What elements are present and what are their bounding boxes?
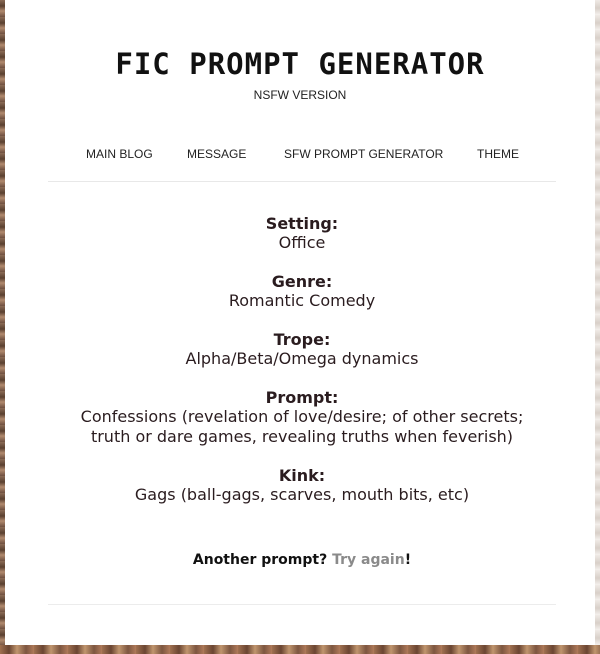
- prompt-value-line-1: Confessions (revelation of love/desire; of other secrets;: [80, 407, 524, 426]
- trope-field: [48, 330, 556, 369]
- retry-suffix: !: [404, 552, 412, 568]
- genre-field: [48, 272, 556, 311]
- kink-field: [48, 466, 556, 505]
- background-edge-bottom: [0, 645, 600, 654]
- prompt-result: [48, 214, 556, 524]
- retry-line: [48, 552, 556, 568]
- nav-item-sfw-prompt-generator[interactable]: SFW PROMPT GENERATOR: [284, 147, 444, 161]
- footer-divider: [48, 604, 556, 605]
- nav-item-theme[interactable]: THEME: [477, 147, 519, 161]
- nav-item-main-blog[interactable]: MAIN BLOG: [86, 147, 153, 161]
- header-divider: [48, 181, 556, 182]
- kink-label: Kink:: [278, 466, 326, 485]
- retry-prefix: Another prompt?: [192, 552, 333, 568]
- site-title[interactable]: FIC PROMPT GENERATOR: [115, 47, 485, 81]
- prompt-value-line-2: truth or dare games, revealing truths when feverish): [90, 427, 514, 446]
- setting-field: [48, 214, 556, 253]
- setting-label: Setting:: [265, 214, 339, 233]
- try-again-link[interactable]: Try again: [332, 552, 405, 568]
- nav-item-message[interactable]: MESSAGE: [187, 147, 247, 161]
- site-subtitle: NSFW VERSION: [253, 88, 347, 102]
- kink-value: Gags (ball-gags, scarves, mouth bits, etc): [134, 485, 470, 504]
- top-nav: [48, 147, 556, 167]
- trope-label: Trope:: [273, 330, 331, 349]
- genre-value: Romantic Comedy: [228, 291, 376, 310]
- genre-label: Genre:: [271, 272, 333, 291]
- setting-value: Office: [278, 233, 326, 252]
- trope-value: Alpha/Beta/Omega dynamics: [185, 349, 419, 368]
- prompt-label: Prompt:: [265, 388, 339, 407]
- prompt-field: [48, 388, 556, 447]
